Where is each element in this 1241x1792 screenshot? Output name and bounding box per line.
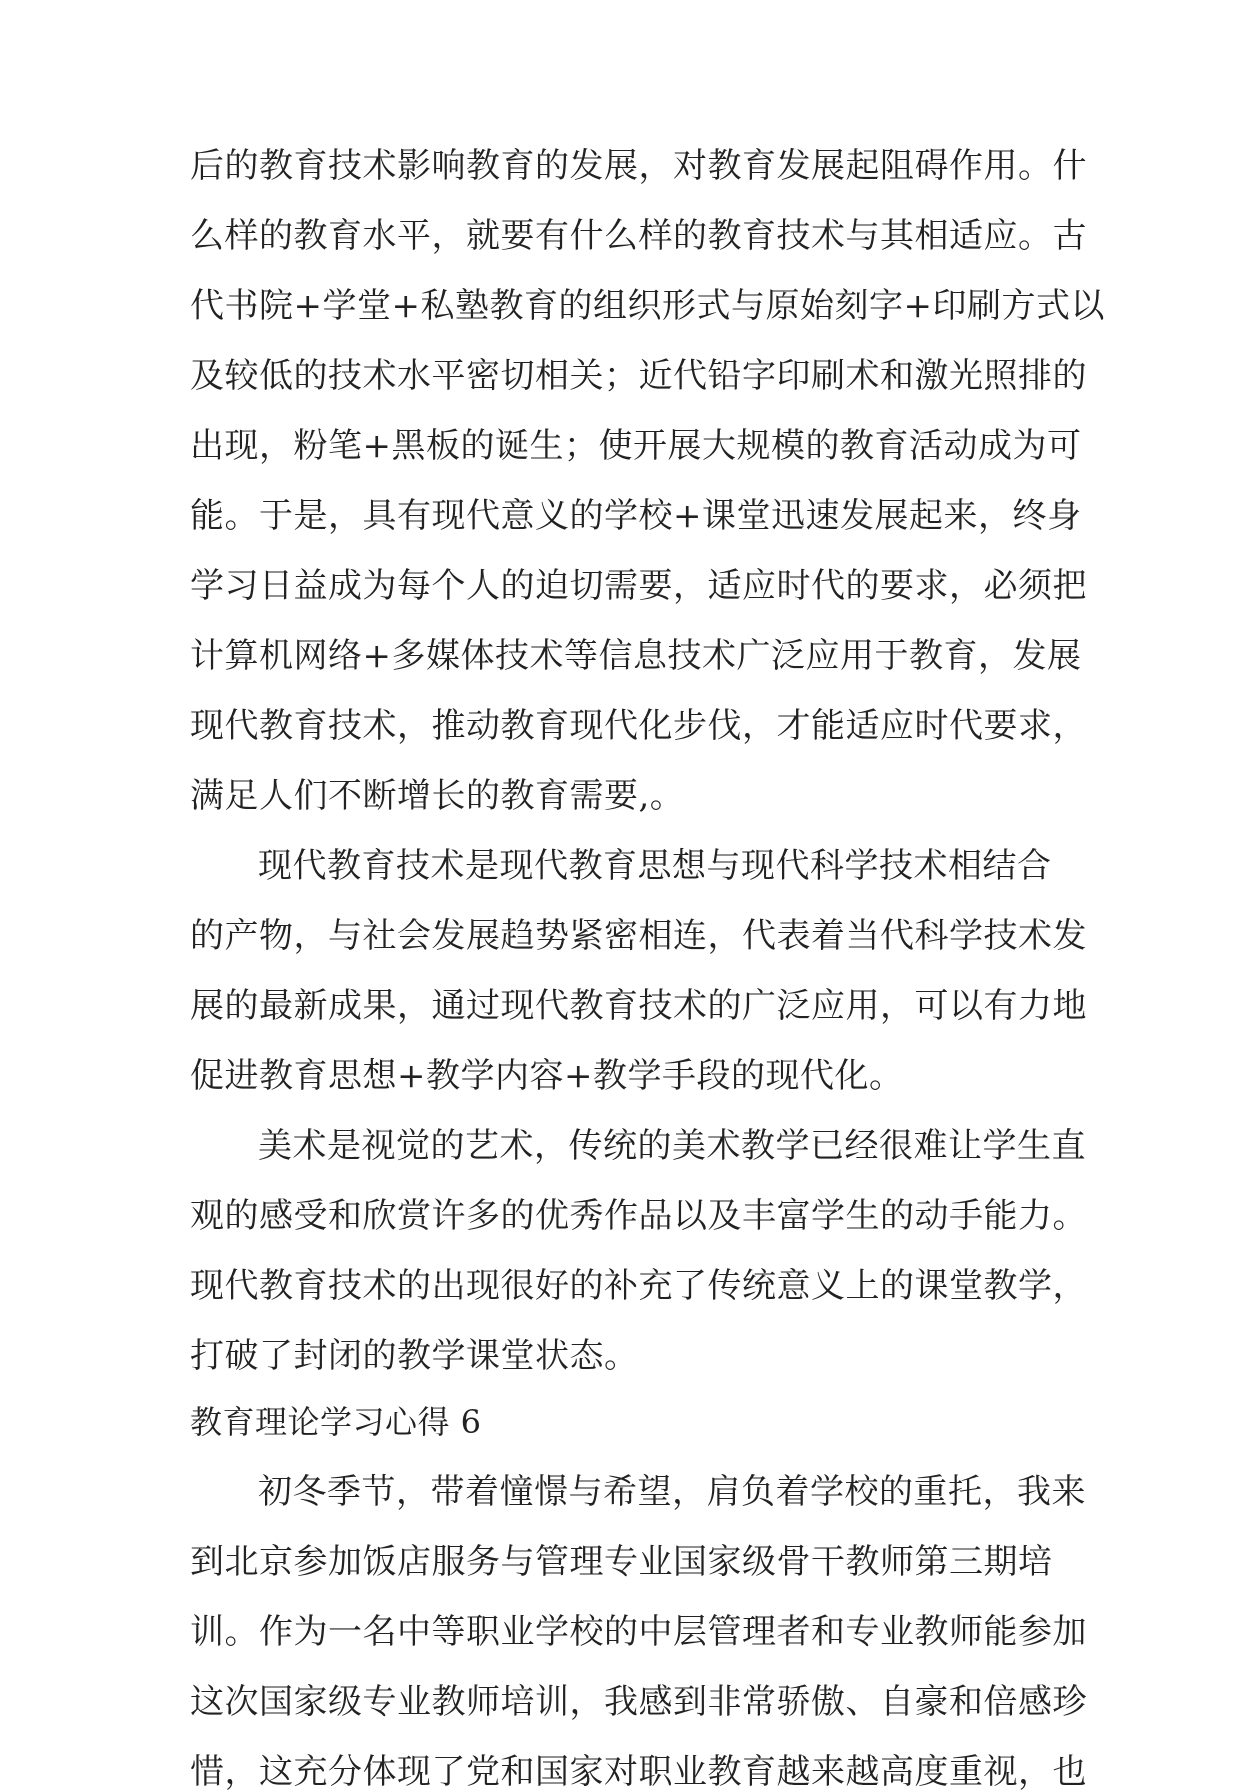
paragraph-line: 么样的教育水平，就要有什么样的教育技术与其相适应。古 <box>190 216 1087 256</box>
paragraph-line: 展的最新成果，通过现代教育技术的广泛应用，可以有力地 <box>190 986 1087 1026</box>
paragraph-line: 现代教育技术是现代教育思想与现代科学技术相结合 <box>258 846 1052 886</box>
paragraph-line: 现代教育技术的出现很好的补充了传统意义上的课堂教学， <box>190 1266 1087 1306</box>
paragraph-line: 惜，这充分体现了党和国家对职业教育越来越高度重视，也 <box>190 1752 1087 1792</box>
paragraph-line: 后的教育技术影响教育的发展，对教育发展起阻碍作用。什 <box>190 146 1087 186</box>
paragraph-line: 及较低的技术水平密切相关；近代铅字印刷术和激光照排的 <box>190 356 1087 396</box>
paragraph-line: 的产物，与社会发展趋势紧密相连，代表着当代科学技术发 <box>190 916 1087 956</box>
section-title: 教育理论学习心得 6 <box>190 1403 482 1441</box>
paragraph-line: 这次国家级专业教师培训，我感到非常骄傲、自豪和倍感珍 <box>190 1682 1087 1722</box>
paragraph-line: 计算机网络+多媒体技术等信息技术广泛应用于教育，发展 <box>190 636 1082 676</box>
paragraph-line: 观的感受和欣赏许多的优秀作品以及丰富学生的动手能力。 <box>190 1196 1087 1236</box>
paragraph-line: 满足人们不断增长的教育需要,。 <box>190 776 685 816</box>
paragraph-line: 到北京参加饭店服务与管理专业国家级骨干教师第三期培 <box>190 1542 1053 1582</box>
paragraph-line: 初冬季节，带着憧憬与希望，肩负着学校的重托，我来 <box>258 1472 1086 1512</box>
paragraph-line: 代书院+学堂+私塾教育的组织形式与原始刻字+印刷方式以 <box>190 286 1105 326</box>
paragraph-line: 打破了封闭的教学课堂状态。 <box>190 1336 639 1376</box>
paragraph-line: 促进教育思想+教学内容+教学手段的现代化。 <box>190 1056 904 1096</box>
paragraph-line: 学习日益成为每个人的迫切需要，适应时代的要求，必须把 <box>190 566 1087 606</box>
paragraph-line: 现代教育技术，推动教育现代化步伐，才能适应时代要求， <box>190 706 1087 746</box>
paragraph-line: 出现，粉笔+黑板的诞生；使开展大规模的教育活动成为可 <box>190 426 1082 466</box>
paragraph-line: 能。于是，具有现代意义的学校+课堂迅速发展起来，终身 <box>190 496 1082 536</box>
paragraph-line: 训。作为一名中等职业学校的中层管理者和专业教师能参加 <box>190 1612 1087 1652</box>
paragraph-line: 美术是视觉的艺术，传统的美术教学已经很难让学生直 <box>258 1126 1086 1166</box>
